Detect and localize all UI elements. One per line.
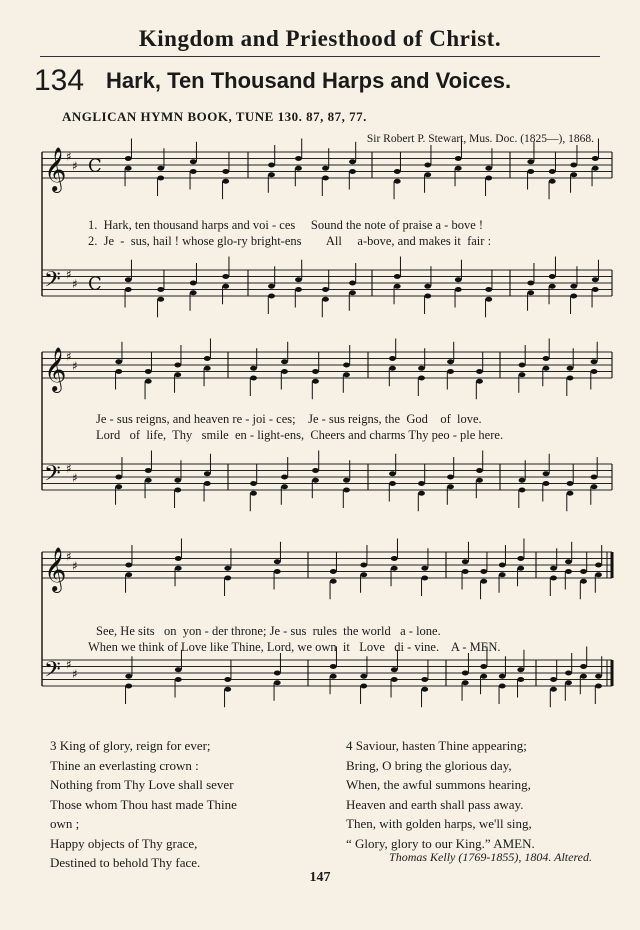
note-head — [295, 166, 302, 171]
clef-icon: 𝄞 — [44, 147, 67, 191]
note-head — [418, 481, 425, 486]
note-head — [480, 569, 487, 574]
note-head — [549, 274, 556, 279]
verse-line: Heaven and earth shall pass away. — [346, 796, 524, 812]
verse-line: Thine an everlasting crown : — [50, 757, 199, 773]
note-head — [499, 684, 506, 689]
note-head — [389, 356, 396, 361]
note-head — [295, 277, 302, 282]
note-head — [224, 566, 231, 571]
note-head — [274, 671, 281, 676]
note-head — [517, 566, 524, 571]
note-head — [462, 569, 469, 574]
note-head — [360, 563, 367, 568]
note-head — [222, 284, 229, 289]
note-head — [424, 284, 431, 289]
note-head — [527, 290, 534, 295]
composer-credit: Sir Robert P. Stewart, Mus. Doc. (1825—), 1868. — [366, 133, 594, 145]
note-head — [274, 559, 281, 564]
note-head — [447, 475, 454, 480]
key-signature-icon: ♯ — [72, 359, 78, 374]
key-signature-icon: ♯ — [72, 667, 78, 682]
clef-icon: 𝄢 — [44, 657, 61, 688]
note-head — [312, 478, 319, 483]
note-head — [519, 488, 526, 493]
key-signature-icon: ♯ — [66, 657, 72, 672]
note-head — [157, 287, 164, 292]
note-head — [543, 471, 550, 476]
note-head — [421, 566, 428, 571]
note-head — [517, 556, 524, 561]
hymn-title: Hark, Ten Thousand Harps and Voices. — [106, 68, 512, 93]
note-head — [125, 572, 132, 577]
note-head — [595, 684, 602, 689]
note-head — [268, 294, 275, 299]
note-head — [462, 671, 469, 676]
note-head — [476, 468, 483, 473]
note-head — [250, 491, 257, 496]
note-head — [455, 166, 462, 171]
note-head — [595, 563, 602, 568]
note-head — [360, 684, 367, 689]
note-head — [190, 169, 197, 174]
note-head — [517, 667, 524, 672]
note-head — [343, 478, 350, 483]
key-signature-icon: ♯ — [72, 471, 78, 486]
note-head — [222, 169, 229, 174]
note-head — [360, 572, 367, 577]
note-head — [424, 172, 431, 177]
note-head — [268, 163, 275, 168]
note-head — [499, 572, 506, 577]
note-head — [190, 159, 197, 164]
note-head — [125, 287, 132, 292]
note-head — [570, 294, 577, 299]
key-signature-icon: ♯ — [66, 149, 72, 164]
note-head — [570, 172, 577, 177]
running-header: Kingdom and Priesthood of Christ. — [138, 26, 502, 51]
note-head — [157, 176, 164, 181]
note-head — [175, 667, 182, 672]
key-signature-icon: ♯ — [66, 349, 72, 364]
note-head — [447, 359, 454, 364]
note-head — [174, 372, 181, 377]
note-head — [595, 674, 602, 679]
note-head — [421, 687, 428, 692]
note-head — [391, 566, 398, 571]
note-head — [268, 284, 275, 289]
verse-line: Then, with golden harps, we'll sing, — [346, 816, 532, 831]
note-head — [268, 172, 275, 177]
note-head — [527, 169, 534, 174]
lyric-s2-v1: Je - sus reigns, and heaven re - joi - ces; Je - sus reigns, the God of love. — [96, 412, 482, 426]
note-head — [462, 680, 469, 685]
note-head — [250, 376, 257, 381]
note-head — [592, 156, 599, 161]
lyric-s1-v2: 2. Je - sus, hail ! whose glo-ry bright-ens All a-bove, and makes it fair : — [88, 234, 492, 248]
note-head — [204, 366, 211, 371]
note-head — [281, 369, 288, 374]
note-head — [250, 481, 257, 486]
note-head — [125, 166, 132, 171]
clef-icon: 𝄞 — [44, 347, 67, 391]
note-head — [565, 569, 572, 574]
note-head — [519, 478, 526, 483]
note-head — [591, 369, 598, 374]
note-head — [391, 677, 398, 682]
note-head — [343, 488, 350, 493]
note-head — [421, 576, 428, 581]
note-head — [157, 297, 164, 302]
note-head — [591, 475, 598, 480]
note-head — [343, 372, 350, 377]
note-head — [519, 372, 526, 377]
note-head — [549, 179, 556, 184]
note-head — [394, 179, 401, 184]
note-head — [570, 163, 577, 168]
note-head — [567, 376, 574, 381]
note-head — [462, 559, 469, 564]
note-head — [550, 677, 557, 682]
note-head — [485, 297, 492, 302]
verse-line: own ; — [50, 816, 80, 831]
tune-info: ANGLICAN HYMN BOOK, TUNE 130. 87, 87, 77. — [62, 109, 367, 124]
note-head — [204, 356, 211, 361]
note-head — [281, 475, 288, 480]
note-head — [281, 484, 288, 489]
note-head — [322, 166, 329, 171]
time-signature-icon: C — [88, 273, 102, 295]
note-head — [567, 491, 574, 496]
note-head — [175, 556, 182, 561]
note-head — [349, 281, 356, 286]
note-head — [543, 481, 550, 486]
note-head — [389, 471, 396, 476]
note-head — [418, 376, 425, 381]
verse-line: Nothing from Thy Love shall sever — [50, 777, 234, 792]
note-head — [480, 579, 487, 584]
note-head — [543, 356, 550, 361]
clef-icon: 𝄢 — [44, 461, 61, 492]
note-head — [424, 294, 431, 299]
key-signature-icon: ♯ — [72, 159, 78, 174]
note-head — [499, 674, 506, 679]
clef-icon: 𝄞 — [44, 547, 67, 591]
note-head — [204, 471, 211, 476]
note-head — [476, 478, 483, 483]
note-head — [224, 677, 231, 682]
note-head — [567, 481, 574, 486]
note-head — [519, 363, 526, 368]
note-head — [349, 159, 356, 164]
note-head — [485, 176, 492, 181]
note-head — [343, 363, 350, 368]
note-head — [550, 576, 557, 581]
key-signature-icon: ♯ — [66, 461, 72, 476]
note-head — [550, 687, 557, 692]
note-head — [591, 484, 598, 489]
note-head — [125, 563, 132, 568]
note-head — [418, 366, 425, 371]
note-head — [115, 359, 122, 364]
note-head — [322, 176, 329, 181]
note-head — [499, 563, 506, 568]
note-head — [174, 363, 181, 368]
key-signature-icon: ♯ — [66, 267, 72, 282]
note-head — [250, 366, 257, 371]
key-signature-icon: ♯ — [72, 559, 78, 574]
verse-line: “ Glory, glory to our King.” AMEN. — [346, 835, 535, 851]
note-head — [565, 559, 572, 564]
note-head — [592, 277, 599, 282]
note-head — [281, 359, 288, 364]
note-head — [455, 277, 462, 282]
note-head — [549, 284, 556, 289]
note-head — [115, 369, 122, 374]
lyric-s2-v2: Lord of life, Thy smile en - light-ens, Cheers and charms Thy peo - ple here. — [96, 428, 504, 442]
note-head — [595, 572, 602, 577]
note-head — [476, 369, 483, 374]
note-head — [455, 156, 462, 161]
note-head — [485, 287, 492, 292]
verse-line: 4 Saviour, hasten Thine appearing; — [346, 738, 527, 753]
note-head — [527, 159, 534, 164]
note-head — [421, 677, 428, 682]
note-head — [580, 674, 587, 679]
verse-line: Those whom Thou hast made Thine — [50, 796, 237, 812]
note-head — [349, 169, 356, 174]
note-head — [476, 379, 483, 384]
note-head — [204, 481, 211, 486]
note-head — [125, 674, 132, 679]
verse-line: Happy objects of Thy grace, — [50, 835, 198, 851]
note-head — [175, 677, 182, 682]
note-head — [274, 680, 281, 685]
note-head — [190, 281, 197, 286]
note-head — [174, 478, 181, 483]
note-head — [349, 290, 356, 295]
verse-line: When, the awful summons hearing, — [346, 777, 531, 792]
note-head — [125, 277, 132, 282]
note-head — [295, 287, 302, 292]
page-number: 147 — [309, 870, 331, 885]
note-head — [480, 674, 487, 679]
note-head — [312, 379, 319, 384]
note-head — [145, 478, 152, 483]
note-head — [145, 468, 152, 473]
note-head — [174, 488, 181, 493]
note-head — [391, 556, 398, 561]
time-signature-icon: C — [88, 155, 102, 177]
note-head — [570, 284, 577, 289]
note-head — [145, 369, 152, 374]
note-head — [190, 290, 197, 295]
note-head — [125, 684, 132, 689]
note-head — [274, 569, 281, 574]
note-head — [125, 156, 132, 161]
note-head — [550, 566, 557, 571]
note-head — [567, 366, 574, 371]
note-head — [115, 484, 122, 489]
note-head — [592, 287, 599, 292]
lyric-s3-v1: See, He sits on yon - der throne; Je - sus rules the world a - lone. — [96, 624, 441, 638]
note-head — [145, 379, 152, 384]
note-head — [424, 163, 431, 168]
verse-4 — [346, 736, 535, 853]
note-head — [517, 677, 524, 682]
note-head — [222, 179, 229, 184]
note-head — [389, 366, 396, 371]
note-head — [115, 475, 122, 480]
note-head — [391, 667, 398, 672]
note-head — [394, 169, 401, 174]
note-head — [330, 664, 337, 669]
note-head — [580, 569, 587, 574]
lyric-s3-v2: When we think of Love like Thine, Lord, we own it Love di - vine. A - MEN. — [88, 640, 501, 654]
verse-line: Bring, O bring the glorious day, — [346, 757, 512, 773]
note-head — [447, 484, 454, 489]
key-signature-icon: ♯ — [66, 549, 72, 564]
note-head — [580, 579, 587, 584]
note-head — [330, 579, 337, 584]
note-head — [592, 166, 599, 171]
note-head — [222, 274, 229, 279]
note-head — [312, 468, 319, 473]
author-credit: Thomas Kelly (1769-1855), 1804. Altered. — [389, 850, 592, 864]
note-head — [224, 576, 231, 581]
note-head — [565, 671, 572, 676]
verse-3 — [50, 736, 237, 873]
note-head — [330, 569, 337, 574]
note-head — [591, 359, 598, 364]
note-head — [527, 281, 534, 286]
note-head — [394, 274, 401, 279]
note-head — [394, 284, 401, 289]
note-head — [455, 287, 462, 292]
note-head — [580, 664, 587, 669]
note-head — [312, 369, 319, 374]
note-head — [322, 297, 329, 302]
verse-line: Destined to behold Thy face. — [50, 855, 201, 870]
note-head — [322, 287, 329, 292]
note-head — [389, 481, 396, 486]
note-head — [447, 369, 454, 374]
clef-icon: 𝄢 — [44, 267, 61, 298]
note-head — [549, 169, 556, 174]
note-head — [360, 674, 367, 679]
note-head — [485, 166, 492, 171]
note-head — [330, 674, 337, 679]
note-head — [157, 166, 164, 171]
lyric-s1-v1: 1. Hark, ten thousand harps and voi - ces Sound the note of praise a - bove ! — [88, 218, 484, 232]
note-head — [224, 687, 231, 692]
hymn-number: 134 — [34, 64, 85, 97]
note-head — [295, 156, 302, 161]
note-head — [480, 664, 487, 669]
note-head — [418, 491, 425, 496]
note-head — [543, 366, 550, 371]
note-head — [565, 680, 572, 685]
key-signature-icon: ♯ — [72, 277, 78, 292]
note-head — [175, 566, 182, 571]
verse-line: 3 King of glory, reign for ever; — [50, 738, 211, 753]
